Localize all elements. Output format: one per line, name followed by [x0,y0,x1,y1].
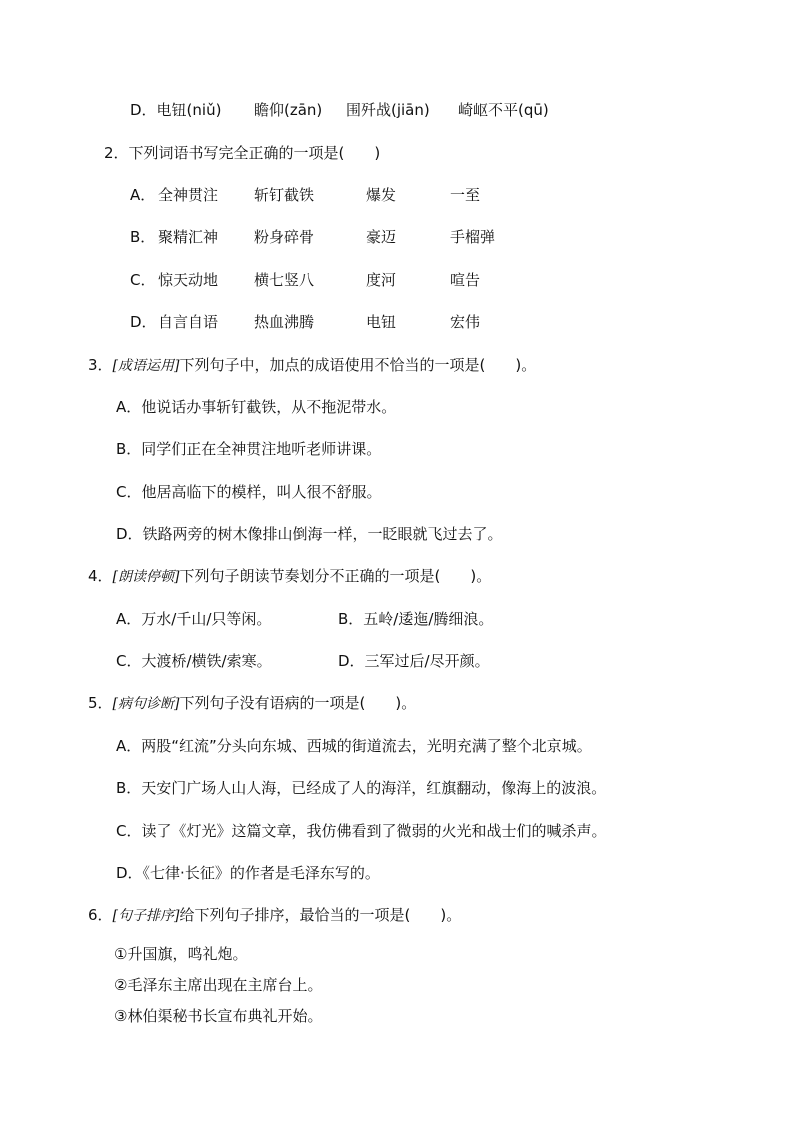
q2-a-word-2: 斩钉截铁 [254,186,315,204]
q5-number: 5． [88,694,113,712]
q4-number: 4． [88,567,113,585]
q4-tag: [朗读停顿] [112,569,180,585]
q4-stem-text: 下列句子朗读节奏划分不正确的一项是( )。 [179,567,492,585]
q6-stem [88,904,461,927]
q3-option-a: A．他说话办事斩钉截铁，从不拖泥带水。 [116,398,397,416]
q2-b-word-3: 豪迈 [366,228,397,246]
q3-option-d: D．铁路两旁的树木像排山倒海一样，一眨眼就飞过去了。 [116,525,503,543]
q3-option-c: C．他居高临下的模样，叫人很不舒服。 [116,483,382,501]
q2-c-word-4: 喧告 [450,271,481,289]
q2-b-word-2: 粉身碎骨 [254,228,315,246]
q2-d-word-2: 热血沸腾 [254,313,315,331]
q1-d-item-1: D．电钮(niǔ) [130,101,222,119]
q2-b-label: B． [130,228,156,246]
q4-option-a: A．万水/千山/只等闲。 [116,610,272,628]
q5-tag: [病句诊断] [112,696,180,712]
q5-option-b: B．天安门广场人山人海，已经成了人的海洋，红旗翻动，像海上的波浪。 [116,779,607,797]
q2-number: 2． [104,144,129,162]
q6-item-3: ③林伯渠秘书长宣布典礼开始。 [114,1007,323,1025]
q2-b-word-4: 手榴弹 [450,228,496,246]
q2-c-word-2: 横七竖八 [254,271,315,289]
q6-item-2: ②毛泽东主席出现在主席台上。 [114,976,323,994]
q2-a-word-3: 爆发 [366,186,397,204]
q3-number: 3． [88,356,113,374]
q1-d-item-3: 围歼战(jiān) [346,101,430,119]
q2-c-word-1: 惊天动地 [158,271,219,289]
q3-stem-text: 下列句子中，加点的成语使用不恰当的一项是( )。 [179,356,537,374]
q5-option-a: A．两股“红流”分头向东城、西城的街道流去，光明充满了整个北京城。 [116,737,592,755]
q2-a-word-1: 全神贯注 [158,186,219,204]
q3-option-b: B．同学们正在全神贯注地听老师讲课。 [116,440,382,458]
q1-d-item-4: 崎岖不平(qū) [458,101,549,119]
q3-tag: [成语运用] [112,358,180,374]
q2-c-word-3: 度河 [366,271,397,289]
q3-stem [88,354,536,377]
q6-tag: [句子排序] [112,908,180,924]
q4-option-d: D．三军过后/尽开颜。 [338,652,490,670]
q4-stem [88,565,491,588]
q5-stem [88,692,416,715]
q4-option-c: C．大渡桥/横铁/索寒。 [116,652,272,670]
q2-d-word-3: 电钮 [366,313,397,331]
q2-a-label: A． [130,186,156,204]
q2-a-word-4: 一至 [450,186,481,204]
q5-option-d: D．《七律·长征》的作者是毛泽东写的。 [116,864,380,882]
q2-stem-text: 下列词语书写完全正确的一项是( ) [128,144,381,162]
q5-stem-text: 下列句子没有语病的一项是( )。 [179,694,417,712]
q5-option-c: C．读了《灯光》这篇文章，我仿佛看到了微弱的火光和战士们的喊杀声。 [116,822,607,840]
q1-d-item-2: 瞻仰(zān) [254,101,323,119]
q2-d-word-1: 自言自语 [158,313,219,331]
q6-number: 6． [88,906,113,924]
q2-stem [104,142,380,164]
q2-d-label: D． [130,313,157,331]
q2-b-word-1: 聚精汇神 [158,228,219,246]
q4-option-b: B．五岭/逶迤/腾细浪。 [338,610,494,628]
q2-d-word-4: 宏伟 [450,313,481,331]
q6-item-1: ①升国旗，鸣礼炮。 [114,945,248,963]
q2-c-label: C． [130,271,156,289]
q6-stem-text: 给下列句子排序，最恰当的一项是( )。 [179,906,462,924]
